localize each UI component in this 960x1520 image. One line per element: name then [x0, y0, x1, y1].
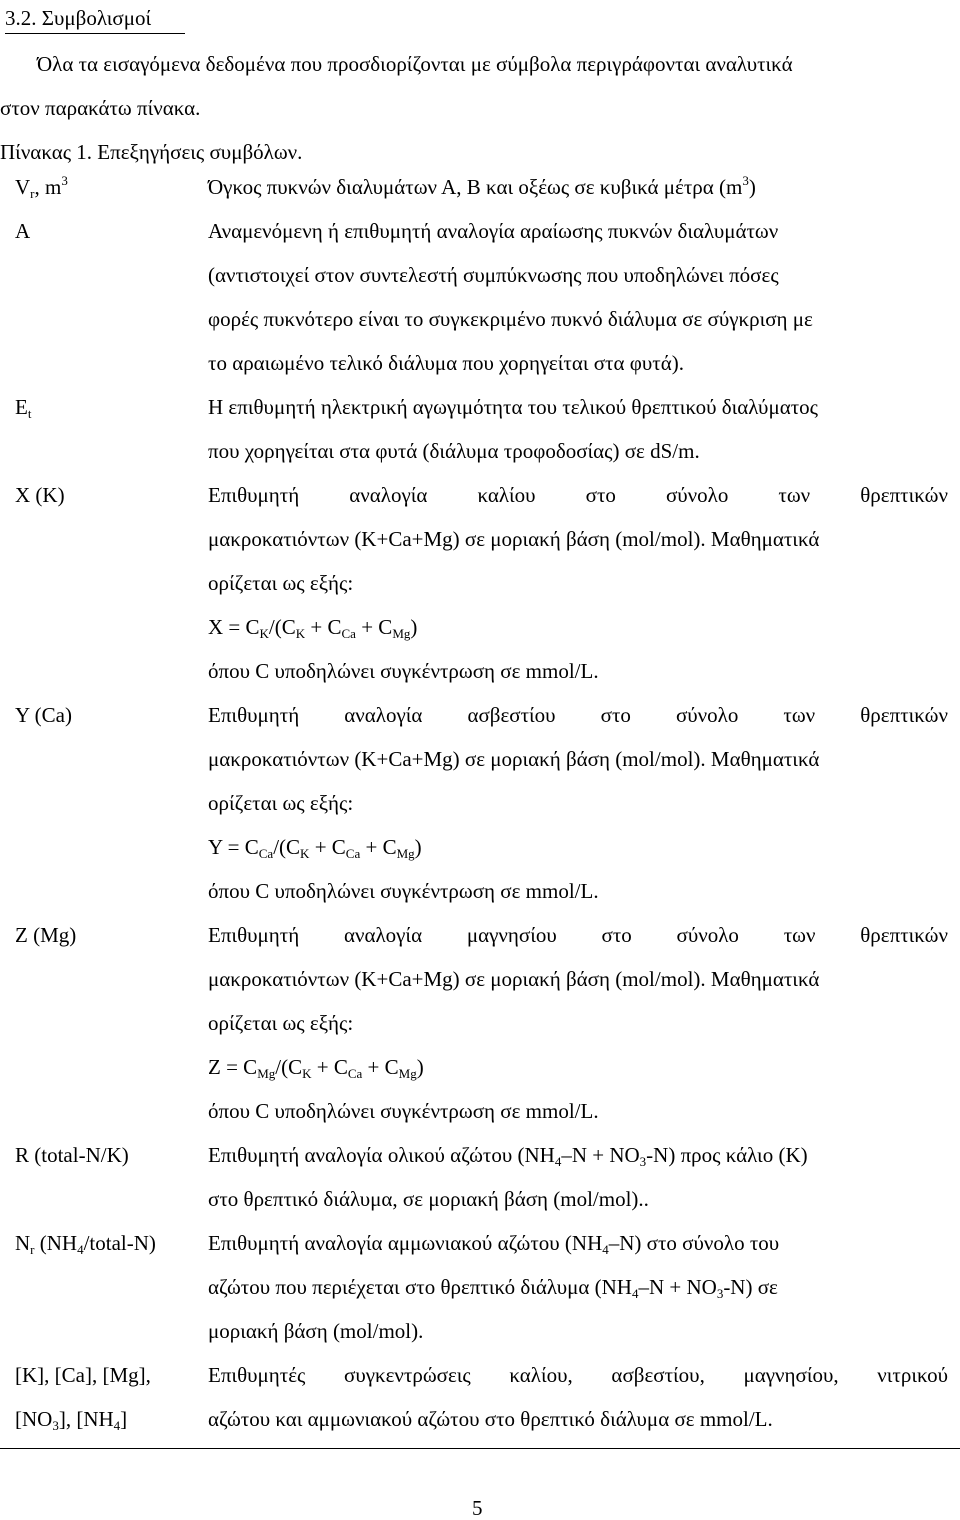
symbol-x: X (K) — [15, 483, 65, 507]
description-nr: Επιθυμητή αναλογία αμμωνιακού αζώτου $(NH_4-N)$ στο σύνολο του αζώτου που περιέχεται στο θρεπτικό διάλυμα $(NH_4-N + NO_3-N)$ σε μοριακή βάση (mol/mol). — [208, 1231, 780, 1343]
description-vr: Όγκος πυκνών διαλυμάτων Α, Β και οξέως σε κυβικά μέτρα $(m^3)$ — [208, 173, 756, 199]
intro-line-1: Όλα τα εισαγόμενα δεδομένα που προσδιορίζονται με σύμβολα περιγράφονται αναλυτικά — [37, 52, 793, 76]
symbol-a: A — [15, 219, 31, 243]
table-row-vr — [0, 165, 960, 209]
table-row-r — [0, 1133, 960, 1221]
table-row-et — [0, 385, 960, 473]
description-r: Επιθυμητή αναλογία ολικού αζώτου $(NH_4-N + NO_3-N)$ προς κάλιο (Κ) στο θρεπτικό διάλυμα, σε μοριακή βάση (mol/mol).. — [208, 1143, 808, 1211]
description-x: Επιθυμητή αναλογία καλίου στο σύνολο των θρεπτικών μακροκατιόντων (K+Ca+Mg) σε μοριακή βάση (mol/mol). Μαθηματικά ορίζεται ως εξής: $X = C_K/(C_K + C_{Ca} + C_{Mg})$ όπου C υποδηλώνει συγκέντρωση σε mmol/L. — [208, 483, 948, 683]
table-row-y — [0, 693, 960, 913]
symbol-concentrations: [K], [Ca], [Mg], $[NO_3]$, $[NH_4]$ — [15, 1363, 151, 1433]
formula-y: $Y = C_{Ca}/(C_K + C_{Ca} + C_{Mg})$ — [208, 835, 422, 861]
table-row-a — [0, 209, 960, 385]
table-row-z — [0, 913, 960, 1133]
intro-paragraph — [0, 42, 955, 174]
description-z: Επιθυμητή αναλογία μαγνησίου στο σύνολο των θρεπτικών μακροκατιόντων (K+Ca+Mg) σε μοριακή βάση (mol/mol). Μαθηματικά ορίζεται ως εξής: $Z = C_{Mg}/(C_K + C_{Ca} + C_{Mg})$ όπου C υποδηλώνει συγκέντρωση σε mmol/L. — [208, 923, 948, 1123]
page-number: 5 — [472, 1496, 483, 1520]
symbol-y: Y (Ca) — [15, 703, 72, 727]
table-row-concentrations — [0, 1353, 960, 1441]
table-caption: Πίνακας 1. Επεξηγήσεις συμβόλων. — [0, 140, 303, 164]
symbol-nr: $N_r$ $(NH_4/total-N)$ — [15, 1231, 156, 1257]
description-y: Επιθυμητή αναλογία ασβεστίου στο σύνολο των θρεπτικών μακροκατιόντων (K+Ca+Mg) σε μοριακή βάση (mol/mol). Μαθηματικά ορίζεται ως εξής: $Y = C_{Ca}/(C_K + C_{Ca} + C_{Mg})$ όπου C υποδηλώνει συγκέντρωση σε mmol/L. — [208, 703, 948, 903]
table-row-nr — [0, 1221, 960, 1353]
heading-underline — [5, 33, 185, 34]
formula-x: $X = C_K/(C_K + C_{Ca} + C_{Mg})$ — [208, 615, 418, 641]
description-concentrations: Επιθυμητές συγκεντρώσεις καλίου, ασβεστίου, μαγνησίου, νιτρικού αζώτου και αμμωνιακού αζώτου στο θρεπτικό διάλυμα σε mmol/L. — [208, 1363, 948, 1431]
description-et: Η επιθυμητή ηλεκτρική αγωγιμότητα του τελικού θρεπτικού διαλύματος που χορηγείται στα φυτά (διάλυμα τροφοδοσίας) σε dS/m. — [208, 395, 818, 463]
symbol-r: R (total-N/K) — [15, 1143, 129, 1167]
symbols-table — [0, 165, 960, 1449]
section-heading — [5, 6, 151, 30]
symbol-vr: $V_r$, $m^3$ — [15, 173, 68, 201]
formula-z: $Z = C_{Mg}/(C_K + C_{Ca} + C_{Mg})$ — [208, 1055, 424, 1081]
description-a: Αναμενόμενη ή επιθυμητή αναλογία αραίωσης πυκνών διαλυμάτων (αντιστοιχεί στον συντελεστή συμπύκνωσης που υποδηλώνει πόσες φορές πυκνότερο είναι το συγκεκριμένο πυκνό διάλυμα σε σύγκριση με το αραιωμένο τελικό διάλυμα που χορηγείται στα φυτά). — [208, 219, 813, 375]
intro-line-2: στον παρακάτω πίνακα. — [0, 96, 201, 120]
section-heading-text: 3.2. Συμβολισμοί — [5, 6, 152, 30]
symbol-z: Z (Mg) — [15, 923, 77, 947]
symbol-et: $E_t$ — [15, 395, 32, 421]
table-row-x — [0, 473, 960, 693]
